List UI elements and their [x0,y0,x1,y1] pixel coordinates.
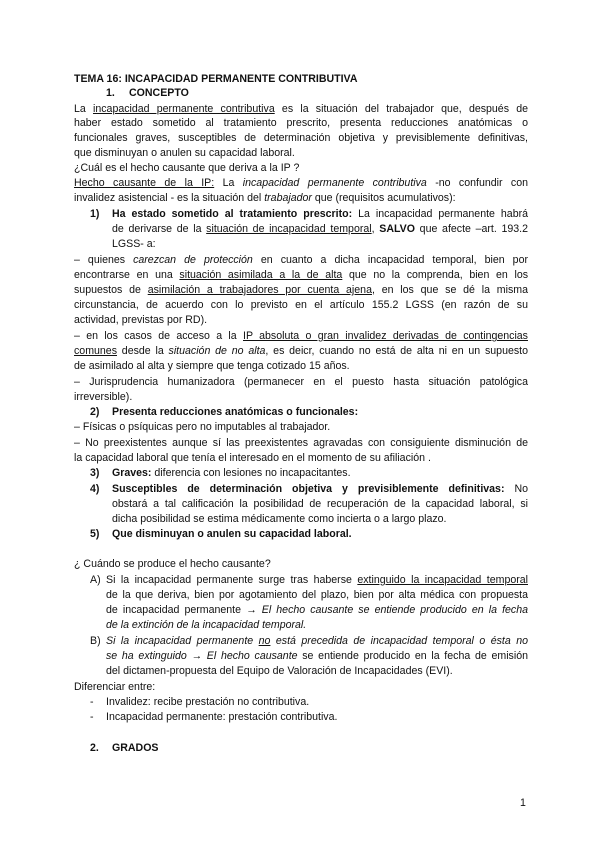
question-cuando: ¿ Cuándo se produce el hecho causante? [74,558,271,570]
req-2-item-2: – No preexistentes aunque sí las preexistentes agravadas con consiguiente disminución de [74,437,528,449]
dash-1-line-1: – quienes carezcan de protección en cuanto a dicha incapacidad temporal, bien por [74,254,528,266]
intro-line-3: funcionales graves, susceptibles de determinación objetiva y previsiblemente definitivas, [74,132,528,144]
req-4-line-1: Susceptibles de determinación objetiva y previsiblemente definitivas: No [112,483,528,495]
req-5-heading: Que disminuyan o anulen su capacidad laboral. [112,528,352,540]
page-number: 1 [520,797,526,809]
req-5-number: 5) [90,528,100,540]
req-3-number: 3) [90,467,100,479]
item-B-marker: B) [90,635,101,647]
section-1-number: 1. [106,87,115,99]
intro-line-4: que disminuyan o anulen su capacidad laboral. [74,147,295,159]
req-2-heading: Presenta reducciones anatómicas o funcionales: [112,406,359,418]
dash-2-line-3: de asimilado al alta y siempre que tenga cotizado 15 años. [74,360,350,372]
item-B-line-1: Si la incapacidad permanente no está precedida de incapacidad temporal o ésta no [106,635,528,647]
dash-3-line-1: – Jurisprudencia humanizadora (permanecer en el puesto hasta situación patológica [74,376,528,388]
item-A-line-1: Si la incapacidad permanente surge tras haberse extinguido la incapacidad temporal [106,574,528,586]
hecho-causante-line-2: invalidez asistencial - es la situación del trabajador que (requisitos acumulativos): [74,192,456,204]
req-1-line-3: LGSS- a: [112,238,156,250]
req-3-line: Graves: diferencia con lesiones no incapacitantes. [112,467,351,479]
req-4-line-3: dicha posibilidad se estima médicamente como incierta o a largo plazo. [112,513,447,525]
diff-bullet-2: - [90,711,94,723]
item-A-line-2: de la que deriva, bien por agotamiento del plazo, bien por alta médica con propuesta [106,589,528,601]
diff-bullet-1: - [90,696,94,708]
dash-1-line-4: circunstancia, de acuerdo con lo previsto en el artículo 155.2 LGSS (en razón de su [74,299,528,311]
hecho-causante-line-1: Hecho causante de la IP: La incapacidad permanente contributiva -no confundir con [74,177,528,189]
section-2-number: 2. [90,742,99,754]
diff-item-2: Incapacidad permanente: prestación contributiva. [106,711,338,723]
req-1-line-1: Ha estado sometido al tratamiento prescrito: La incapacidad permanente habrá [112,208,528,220]
section-2-heading: GRADOS [112,742,159,754]
dash-2-line-2: comunes desde la situación de no alta, es deicr, cuando no está de alta ni en un supuesto [74,345,528,357]
diff-item-1: Invalidez: recibe prestación no contributiva. [106,696,310,708]
section-1-heading: CONCEPTO [129,87,189,99]
item-B-line-2: se ha extinguido → El hecho causante se entiende producido en la fecha de emisión [106,650,528,662]
req-1-line-2: de derivarse de la situación de incapacidad temporal, SALVO que afecte –art. 193.2 [112,223,529,235]
dash-1-line-3: supuestos de asimilación a trabajadores por cuenta ajena, en los que se dé la misma [74,284,528,296]
intro-line-2: haber estado sometido al tratamiento prescrito, presenta reducciones anatómicas o [74,117,528,129]
req-2-item-2-cont: la capacidad laboral que tenía el interesado en el momento de su afiliación . [74,452,431,464]
dash-3-line-2: irreversible). [74,391,133,403]
req-2-number: 2) [90,406,100,418]
item-A-marker: A) [90,574,101,586]
document-title: TEMA 16: INCAPACIDAD PERMANENTE CONTRIBUTIVA [74,73,358,85]
dash-1-line-2: encontrarse en una situación asimilada a la de alta que no la comprenda, bien en los [74,269,529,281]
req-1-number: 1) [90,208,100,220]
item-A-line-3: de incapacidad permanente → El hecho causante se entiende producido en la fecha [106,604,528,616]
question-hecho-causante: ¿Cuál es el hecho causante que deriva a la IP ? [74,162,300,174]
dash-1-line-5: actividad, previstas por RD). [74,314,208,326]
intro-line-1: La incapacidad permanente contributiva es la situación del trabajador que, después de [74,103,528,115]
dash-2-line-1: – en los casos de acceso a la IP absoluta o gran invalidez derivadas de contingencias [74,330,528,342]
diff-label: Diferenciar entre: [74,681,156,693]
req-4-number: 4) [90,483,100,495]
item-A-line-4: de la extinción de la incapacidad temporal. [106,619,307,631]
req-4-line-2: obstará a tal calificación la posibilidad de recuperación de la capacidad laboral, si [112,498,528,510]
req-2-item-1: – Físicas o psíquicas pero no imputables al trabajador. [74,421,331,433]
item-B-line-3: del dictamen-propuesta del Equipo de Valoración de Incapacidades (EVI). [106,665,453,677]
